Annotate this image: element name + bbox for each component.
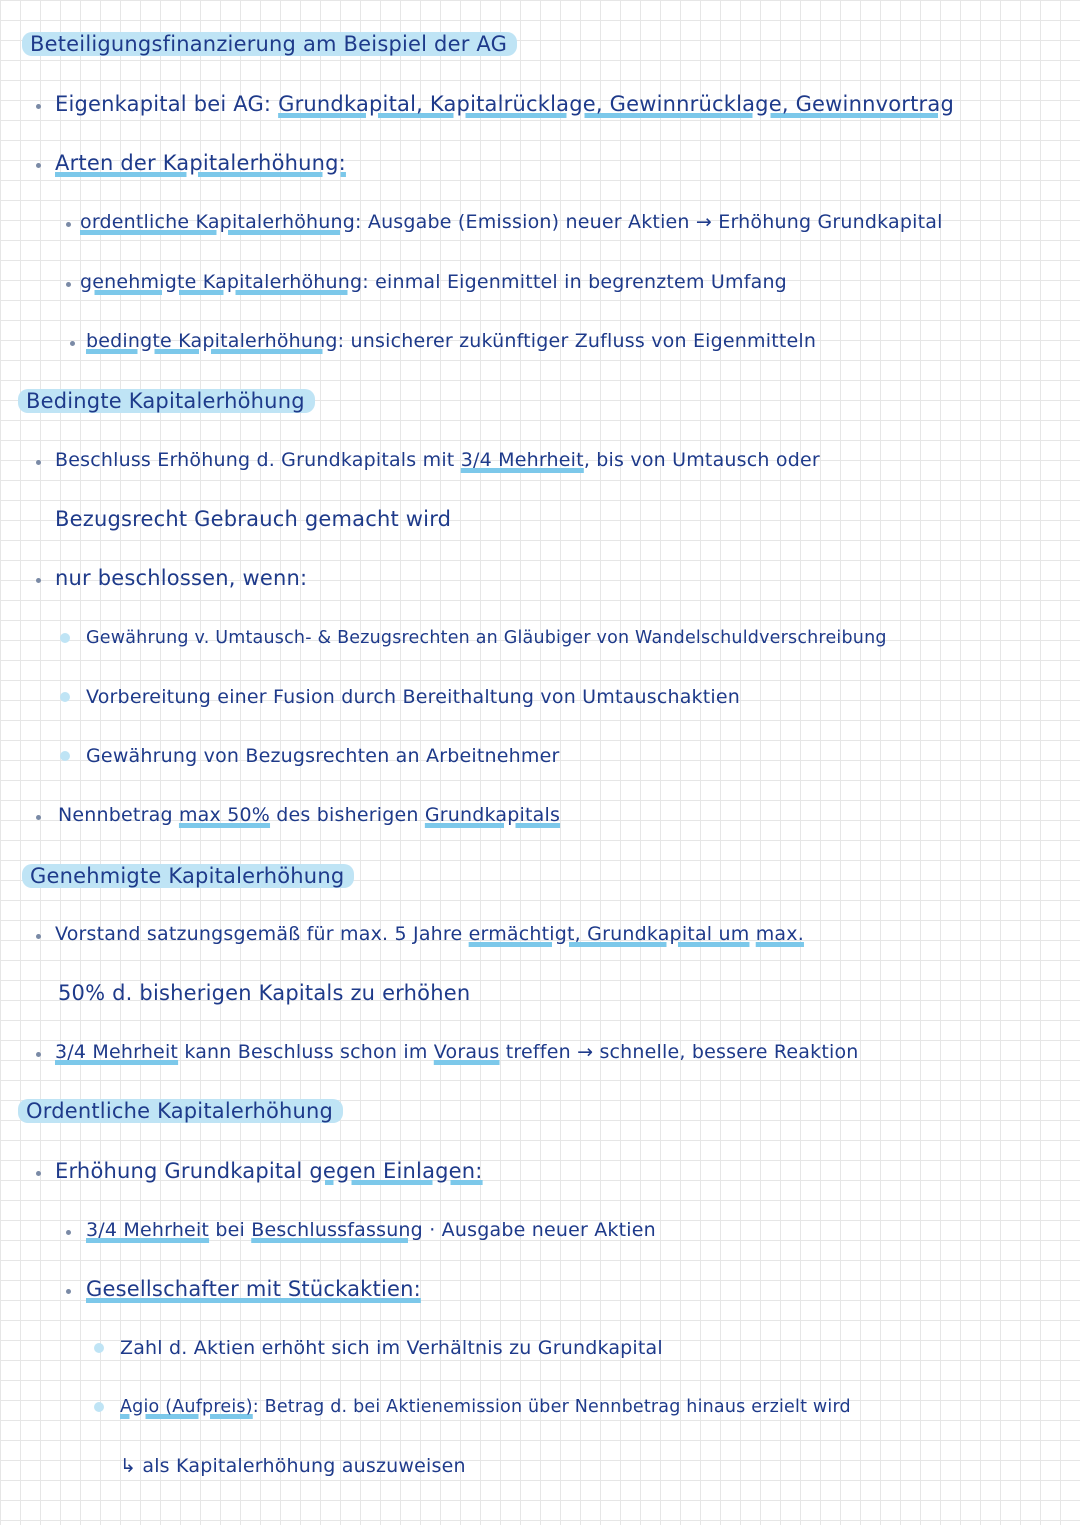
bullet — [60, 751, 70, 761]
bullet — [36, 1052, 41, 1057]
bullet — [66, 1230, 71, 1235]
bedingt-case: Vorbereitung einer Fusion durch Bereithaltung von Umtauschaktien — [86, 686, 741, 708]
bullet — [36, 934, 41, 939]
art-ordentlich: ordentliche Kapitalerhöhung: Ausgabe (Emission) neuer Aktien → Erhöhung Grundkapital — [80, 211, 943, 233]
genehmigt-vorstand: Vorstand satzungsgemäß für max. 5 Jahre ermächtigt, Grundkapital um max. — [55, 923, 804, 945]
bullet — [66, 222, 71, 227]
bullet — [70, 341, 75, 346]
heading-beteiligungsfinanzierung: Beteiligungsfinanzierung am Beispiel der AG — [22, 30, 517, 58]
bullet — [94, 1402, 104, 1412]
genehmigt-vorstand-cont: 50% d. bisherigen Kapitals zu erhöhen — [58, 981, 471, 1005]
ordentlich-mehrheit: 3/4 Mehrheit bei Beschlussfassung · Ausgabe neuer Aktien — [86, 1219, 656, 1241]
bullet — [36, 1171, 41, 1176]
bullet — [36, 578, 41, 583]
bullet — [66, 1289, 71, 1294]
bedingt-nur: nur beschlossen, wenn: — [55, 566, 308, 590]
art-bedingt: bedingte Kapitalerhöhung: unsicherer zukünftiger Zufluss von Eigenmitteln — [86, 330, 817, 352]
heading-ordentliche-kapitalerhoehung: Ordentliche Kapitalerhöhung — [18, 1097, 343, 1125]
ordentlich-agio: Agio (Aufpreis): Betrag d. bei Aktienemission über Nennbetrag hinaus erzielt wird — [120, 1397, 851, 1417]
bedingt-beschluss: Beschluss Erhöhung d. Grundkapitals mit 3/4 Mehrheit, bis von Umtausch oder — [55, 449, 820, 471]
ordentlich-zahl: Zahl d. Aktien erhöht sich im Verhältnis zu Grundkapital — [120, 1337, 663, 1359]
bullet — [36, 163, 41, 168]
heading-bedingte-kapitalerhoehung: Bedingte Kapitalerhöhung — [18, 387, 315, 415]
bedingt-nennbetrag: Nennbetrag max 50% des bisherigen Grundkapitals — [58, 804, 561, 826]
bullet — [66, 282, 71, 287]
bullet — [36, 815, 41, 820]
bullet — [94, 1343, 104, 1353]
bullet — [60, 692, 70, 702]
ordentlich-gesellschafter: Gesellschafter mit Stückaktien: — [86, 1277, 421, 1301]
ordentlich-erhoehung: Erhöhung Grundkapital gegen Einlagen: — [55, 1159, 483, 1183]
bedingt-beschluss-cont: Bezugsrecht Gebrauch gemacht wird — [55, 507, 452, 531]
arten-label: Arten der Kapitalerhöhung: — [55, 151, 346, 175]
bedingt-case: Gewährung v. Umtausch- & Bezugsrechten an Gläubiger von Wandelschuldverschreibung — [86, 628, 887, 648]
bullet — [36, 104, 41, 109]
art-genehmigt: genehmigte Kapitalerhöhung: einmal Eigenmittel in begrenztem Umfang — [80, 271, 787, 293]
heading-genehmigte-kapitalerhoehung: Genehmigte Kapitalerhöhung — [22, 862, 354, 890]
ordentlich-agio-cont: ↳ als Kapitalerhöhung auszuweisen — [120, 1455, 466, 1477]
bedingt-case: Gewährung von Bezugsrechten an Arbeitnehmer — [86, 745, 560, 767]
eigenkapital-line: Eigenkapital bei AG: Grundkapital, Kapitalrücklage, Gewinnrücklage, Gewinnvortrag — [55, 92, 954, 116]
genehmigt-mehrheit: 3/4 Mehrheit kann Beschluss schon im Voraus treffen → schnelle, bessere Reaktion — [55, 1041, 859, 1063]
bullet — [60, 633, 70, 643]
bullet — [36, 460, 41, 465]
